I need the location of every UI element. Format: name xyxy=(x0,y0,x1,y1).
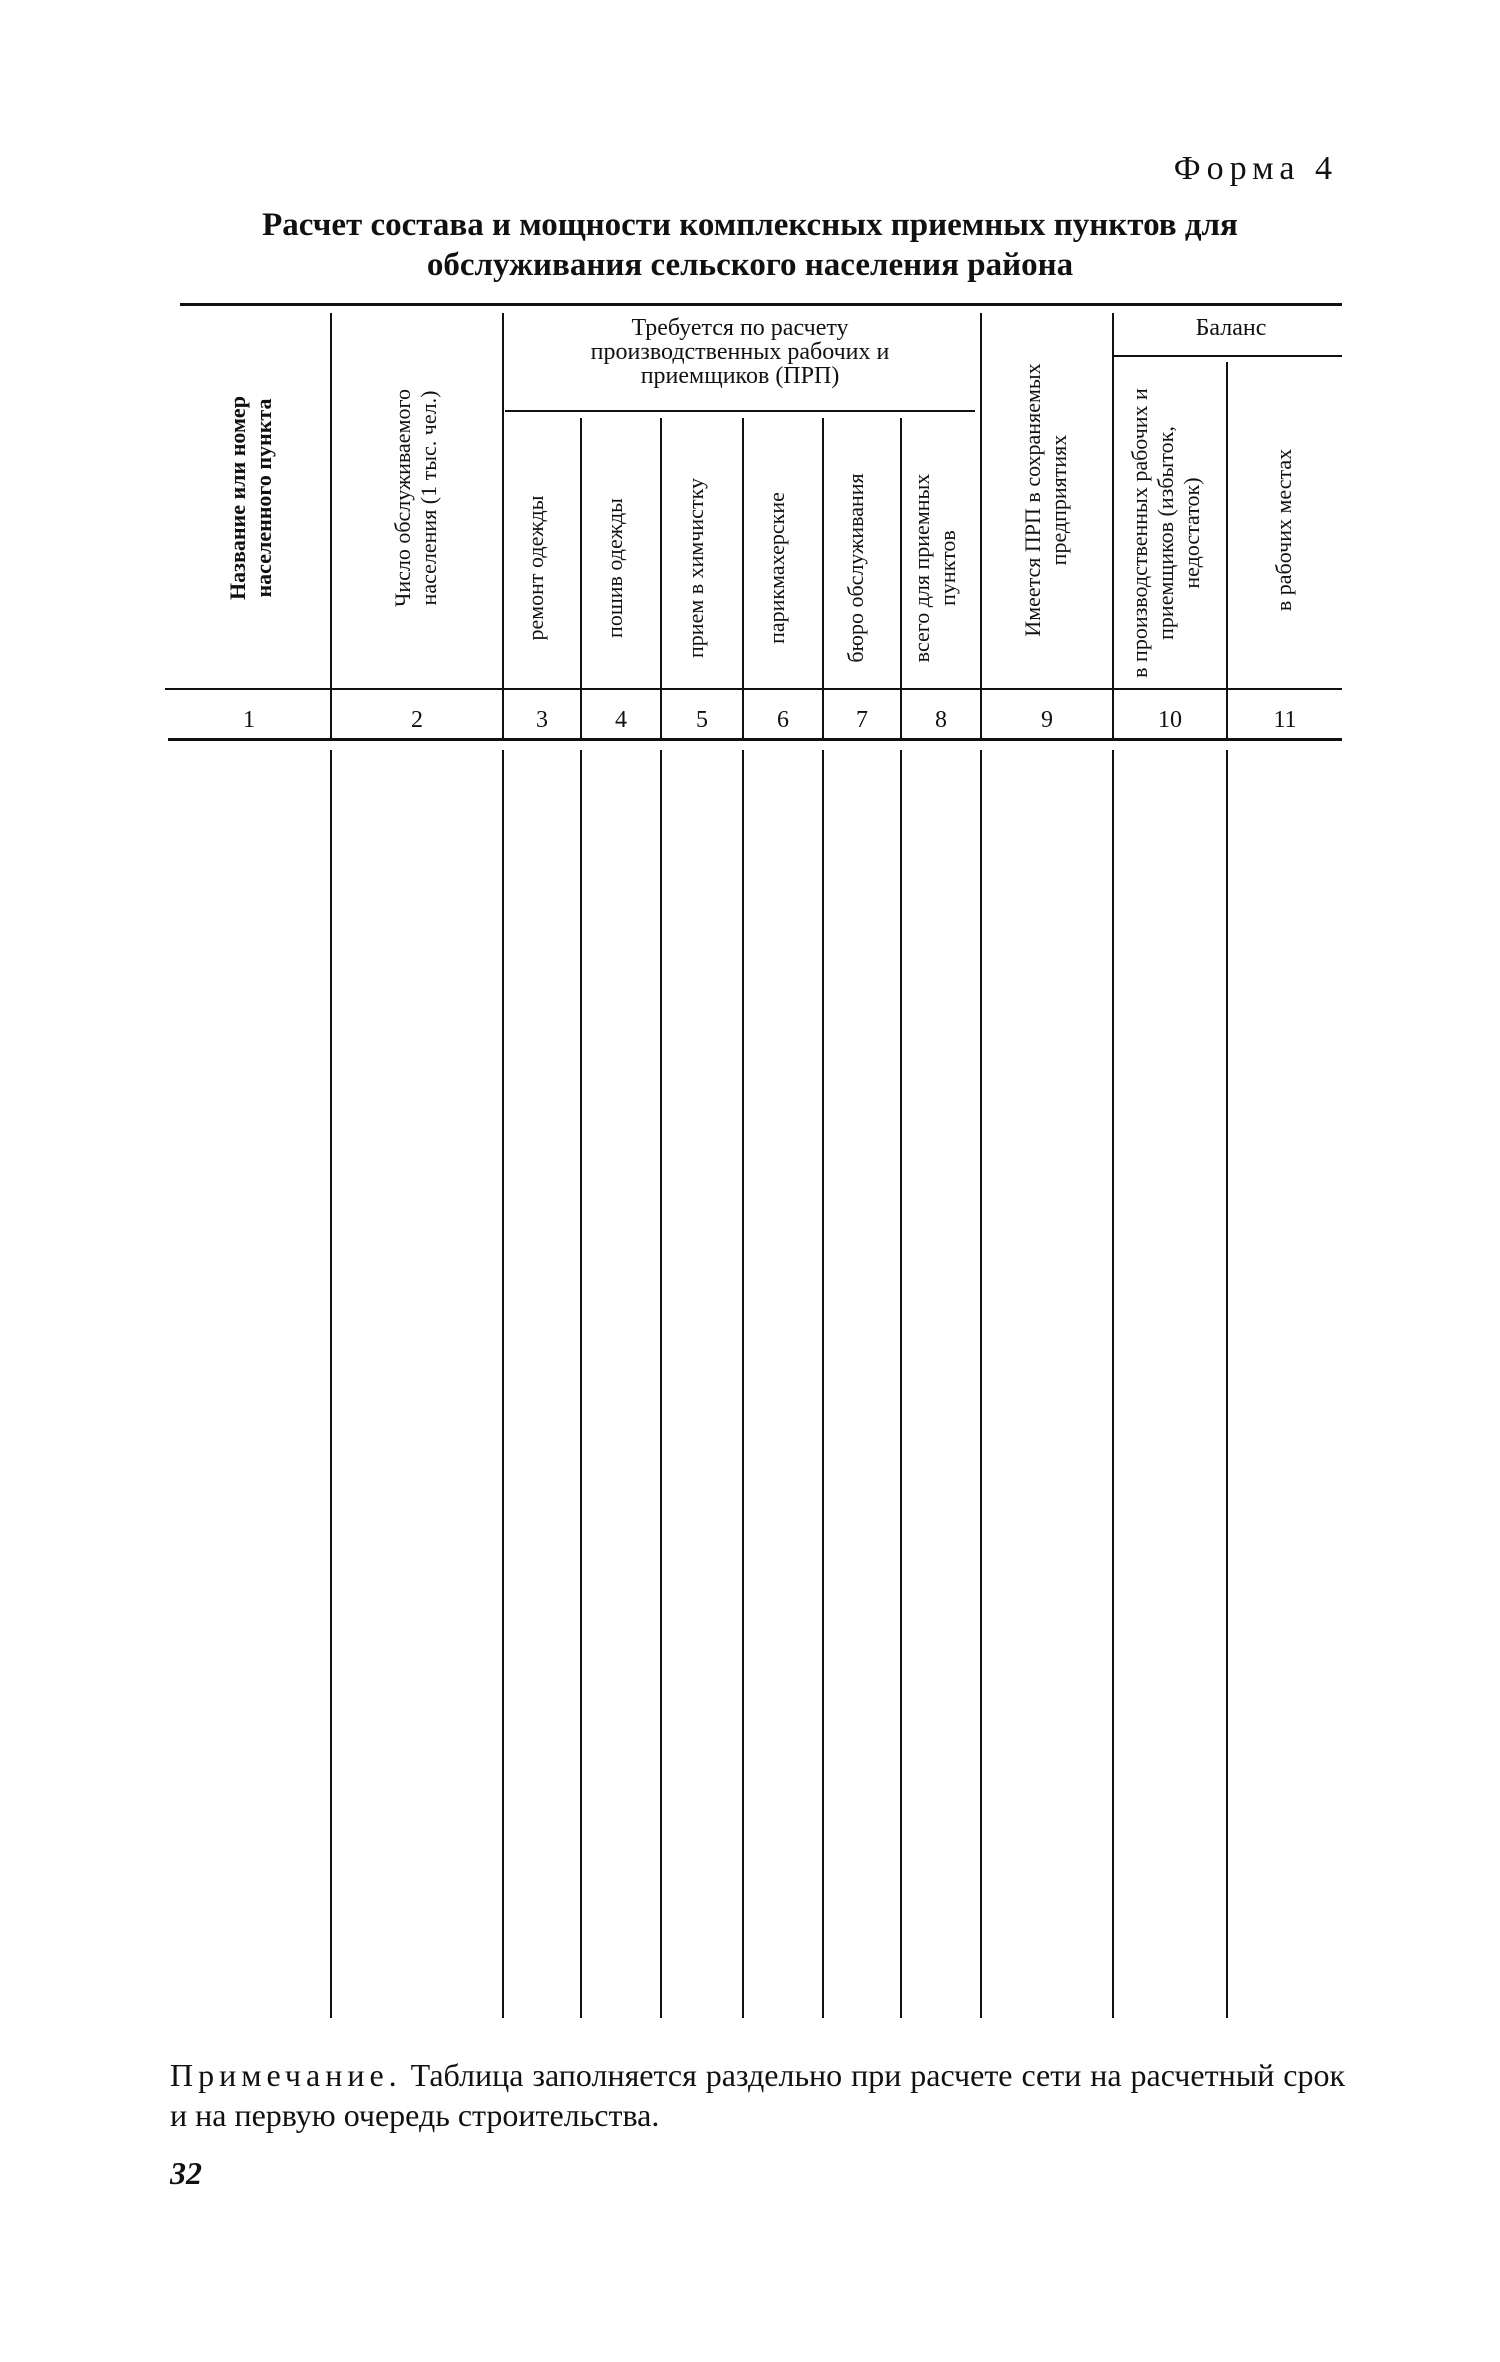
table-title-line-1: Расчет состава и мощности комплексных приемных пунктов для xyxy=(262,207,1238,243)
group-header-required: Требуется по расчету производственных рабочих и приемщиков (ПРП) xyxy=(590,315,890,389)
col-divider-10 xyxy=(1226,362,1228,738)
body-divider-4 xyxy=(660,750,662,2018)
col-header-5: прием в химчистку xyxy=(683,478,708,658)
col-number-4: 4 xyxy=(615,707,627,733)
group-header-balance: Баланс xyxy=(1195,315,1267,341)
body-divider-6 xyxy=(822,750,824,2018)
col-header-4: пошив одежды xyxy=(602,498,627,638)
page-number: 32 xyxy=(170,2155,202,2191)
table-note xyxy=(170,2055,1345,2135)
col-number-7: 7 xyxy=(856,707,868,733)
col-number-10: 10 xyxy=(1158,707,1182,733)
col-header-10: в производственных рабочих и приемщиков (избыток, недостаток) xyxy=(1127,388,1204,678)
col-header-1: Название или номер населенного пункта xyxy=(225,396,276,600)
numbers-bottom-rule xyxy=(168,738,1342,741)
body-divider-10 xyxy=(1226,750,1228,2018)
col-header-11: в рабочих местах xyxy=(1271,448,1296,612)
col-number-3: 3 xyxy=(536,707,548,733)
body-divider-3 xyxy=(580,750,582,2018)
col-header-2: Число обслуживаемого населения (1 тыс. чел.) xyxy=(390,389,441,607)
col-divider-8 xyxy=(980,313,982,738)
col-number-9: 9 xyxy=(1041,707,1053,733)
col-header-3: ремонт одежды xyxy=(523,495,548,641)
table-top-rule xyxy=(180,303,1342,306)
col-divider-5 xyxy=(742,418,744,738)
table-title-line-2: обслуживания сельского населения района xyxy=(426,247,1074,283)
col-number-5: 5 xyxy=(696,707,708,733)
col-number-6: 6 xyxy=(777,707,789,733)
col-number-2: 2 xyxy=(411,707,423,733)
body-divider-5 xyxy=(742,750,744,2018)
body-divider-9 xyxy=(1112,750,1114,2018)
col-divider-3 xyxy=(580,418,582,738)
body-divider-8 xyxy=(980,750,982,2018)
col-number-1: 1 xyxy=(243,707,255,733)
col-header-7: бюро обслуживания xyxy=(843,473,868,663)
body-divider-1 xyxy=(330,750,332,2018)
note-text: Таблица заполняется раздельно при расчете сети на расчетный срок и на первую очередь строительства. xyxy=(170,2057,1345,2133)
body-divider-2 xyxy=(502,750,504,2018)
col-divider-6 xyxy=(822,418,824,738)
col-divider-1 xyxy=(330,313,332,738)
note-label: Примечание. xyxy=(170,2057,402,2093)
col-header-6: парикмахерские xyxy=(764,492,789,644)
required-group-rule xyxy=(505,410,975,412)
col-divider-2 xyxy=(502,313,504,738)
col-number-11: 11 xyxy=(1273,707,1297,733)
col-number-8: 8 xyxy=(935,707,947,733)
form-label: Форма 4 xyxy=(1173,150,1338,187)
col-header-8: всего для приемных пунктов xyxy=(909,473,960,663)
col-header-9: Имеется ПРП в сохраняемых предприятиях xyxy=(1020,363,1071,637)
body-divider-7 xyxy=(900,750,902,2018)
balance-group-rule xyxy=(1112,355,1342,357)
